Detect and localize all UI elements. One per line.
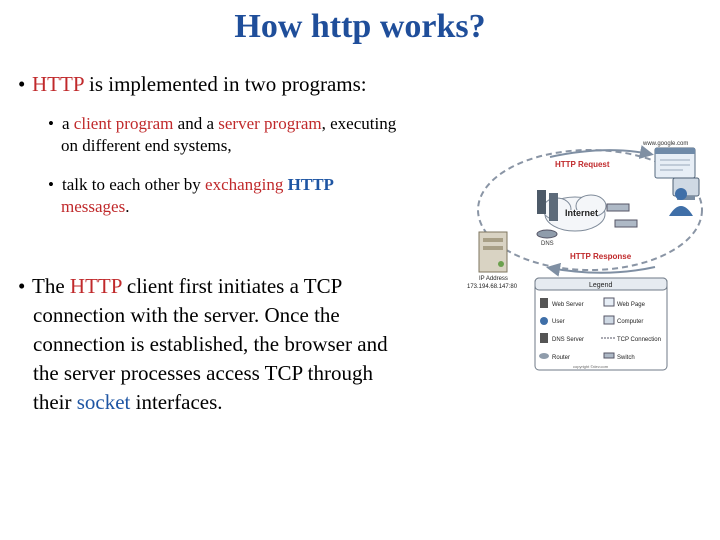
dns-label: DNS bbox=[541, 241, 554, 247]
http-request-label: HTTP Request bbox=[555, 160, 610, 169]
legend-item: Router bbox=[552, 355, 571, 361]
legend-item: Web Page bbox=[617, 302, 645, 308]
bullet-dot: • bbox=[48, 114, 54, 133]
web-server-icon bbox=[479, 232, 507, 272]
website-label: www.google.com bbox=[643, 141, 689, 147]
legend-item: Web Server bbox=[552, 302, 584, 308]
request-arrow bbox=[550, 150, 650, 157]
legend-item: TCP Connection bbox=[617, 337, 661, 343]
ip-address-value: 173.194.68.147:80 bbox=[467, 284, 518, 290]
legend-copyright: copyright ©dev.com bbox=[573, 364, 609, 369]
legend-item: DNS Server bbox=[552, 337, 585, 343]
bullet-tcp-connection: • The HTTP client first initiates a TCP connection with the server. Once the connection is established, the browser and the server processes access TCP through their socket interfaces. bbox=[18, 274, 388, 414]
sub-bullet-messages: • talk to each other by exchanging HTTP messages. bbox=[48, 175, 334, 216]
legend-item: User bbox=[552, 319, 565, 325]
http-response-label: HTTP Response bbox=[570, 252, 632, 261]
legend-item: Computer bbox=[617, 319, 644, 325]
legend-item: Switch bbox=[617, 355, 635, 361]
http-diagram bbox=[455, 130, 717, 375]
switch-icon bbox=[607, 204, 637, 227]
web-page-icon bbox=[655, 148, 695, 178]
internet-label: Internet bbox=[565, 208, 599, 218]
legend-panel bbox=[535, 278, 667, 370]
slide-title: How http works? bbox=[234, 8, 486, 45]
legend-title: Legend bbox=[589, 282, 613, 289]
bullet-dot: • bbox=[48, 175, 54, 194]
bullet-http-programs: • HTTP is implemented in two programs: bbox=[18, 72, 367, 96]
bullet-dot: • bbox=[18, 274, 26, 298]
router-icon bbox=[537, 230, 557, 238]
ip-address-label: IP Address bbox=[479, 276, 508, 282]
bullet-dot: • bbox=[18, 72, 26, 96]
sub-bullet-client-server: • a client program and a server program, executing on different end systems, bbox=[48, 114, 397, 155]
